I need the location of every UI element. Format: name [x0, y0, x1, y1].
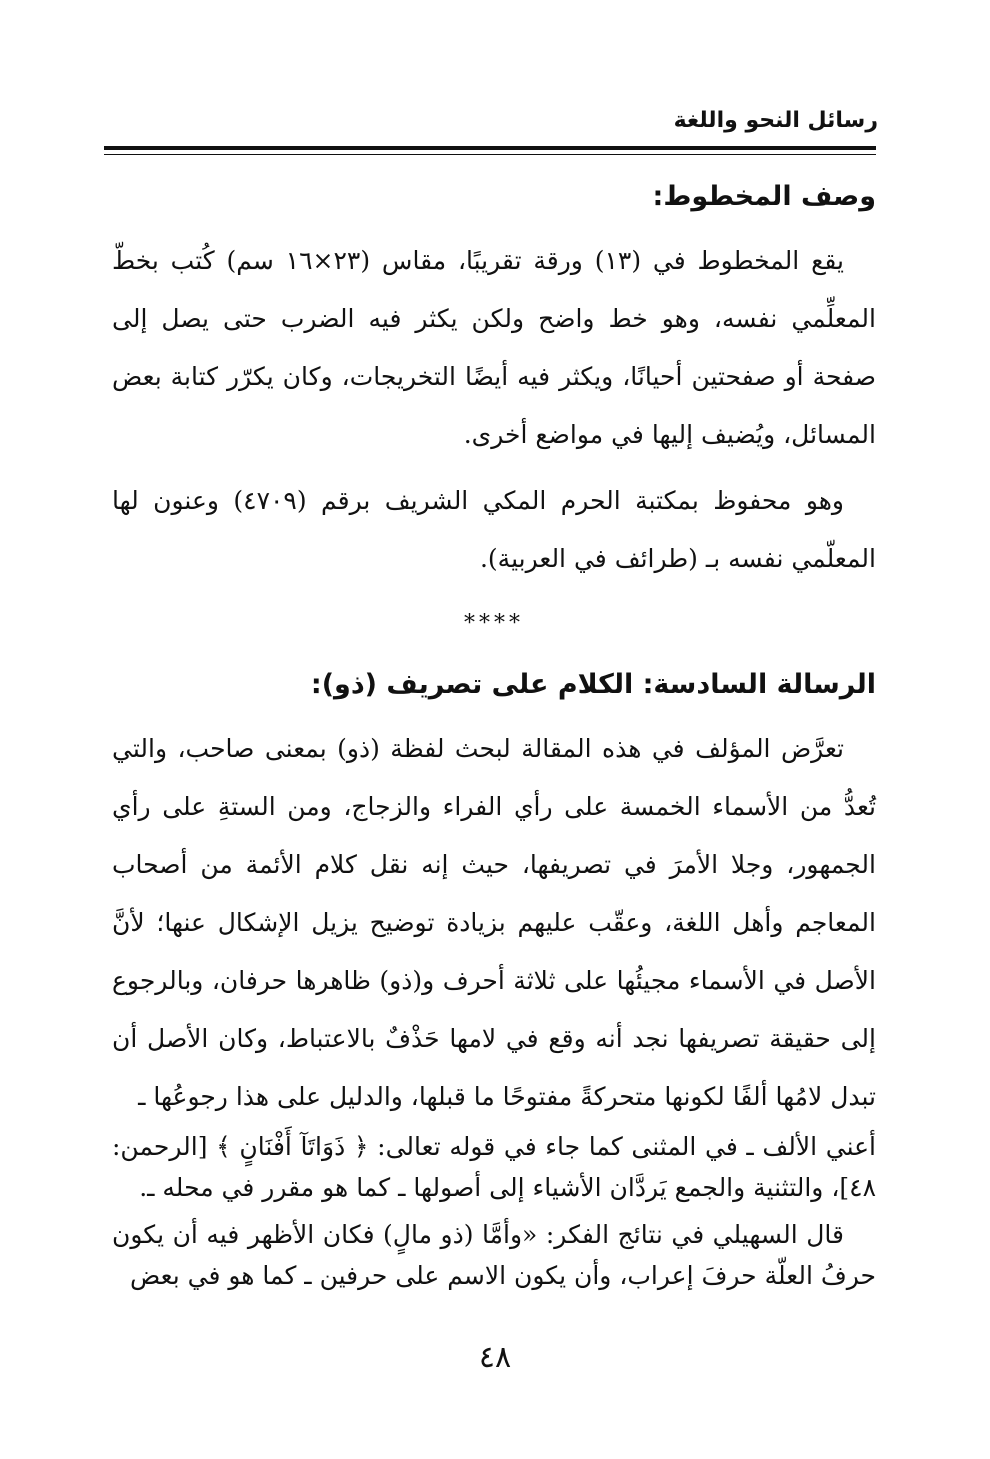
- header-rule-thick: [104, 146, 876, 150]
- section-heading-sixth-treatise: الرسالة السادسة: الكلام على تصريف (ذو):: [310, 669, 876, 700]
- paragraph-treatise-summary-continued: أعني الألف ـ في المثنى كما جاء في قوله تعالى: ﴿ ذَوَاتَآ أَفْنَانٍ ﴾ [الرحمن: ٤٨]، والتثنية والجمع يَردَّان الأشياء إلى أصولها ـ كما هو مقرر في محله ـ.: [112, 1132, 876, 1202]
- page-body: [112, 170, 876, 1296]
- paragraph-manuscript-description: يقع المخطوط في (١٣) ورقة تقريبًا، مقاس (٢٣×١٦ سم) كُتب بخطّ المعلِّمي نفسه، وهو خط واضح ولكن يكثر فيه الضرب حتى يصل إلى صفحة أو صفحتين أحيانًا، ويكثر فيه أيضًا التخريجات، وكان يكرّر كتابة بعض المسائل، ويُضيف إليها في مواضع أخرى.: [112, 246, 876, 449]
- section-separator-stars: ****: [464, 611, 524, 636]
- running-head-title: رسائل النحو واللغة: [673, 108, 878, 133]
- page-number: ٤٨: [478, 1340, 512, 1375]
- paragraph-manuscript-location: وهو محفوظ بمكتبة الحرم المكي الشريف برقم (٤٧٠٩) وعنون لها المعلّمي نفسه بـ (طرائف في العربية).: [112, 486, 876, 573]
- header-rule-thin: [104, 154, 876, 155]
- paragraph-suhayli-quote: قال السهيلي في نتائج الفكر: «وأمَّا (ذو مالٍ) فكان الأظهر فيه أن يكون حرفُ العلّة حرفَ إعراب، وأن يكون الاسم على حرفين ـ كما هو في بعض: [112, 1220, 876, 1290]
- section-heading-manuscript-description: وصف المخطوط:: [652, 181, 876, 212]
- paragraph-treatise-summary: تعرَّض المؤلف في هذه المقالة لبحث لفظة (ذو) بمعنى صاحب، والتي تُعدُّ من الأسماء الخمسة على رأي الفراء والزجاج، ومن الستةِ على رأي الجمهور، وجلا الأمرَ في تصريفها، حيث إنه نقل كلام الأئمة من أصحاب المعاجم وأهل اللغة، وعقّب عليهم بزيادة توضيح يزيل الإشكال عنها؛ لأنَّ الأصل في الأسماء مجيئُها على ثلاثة أحرف و(ذو) ظاهرها حرفان، وبالرجوع إلى حقيقة تصريفها نجد أنه وقع في لامها حَذْفٌ بالاعتباط، وكان الأصل أن تبدل لامُها ألفًا لكونها متحركةً مفتوحًا ما قبلها، والدليل على هذا رجوعُها ـ: [112, 734, 876, 1111]
